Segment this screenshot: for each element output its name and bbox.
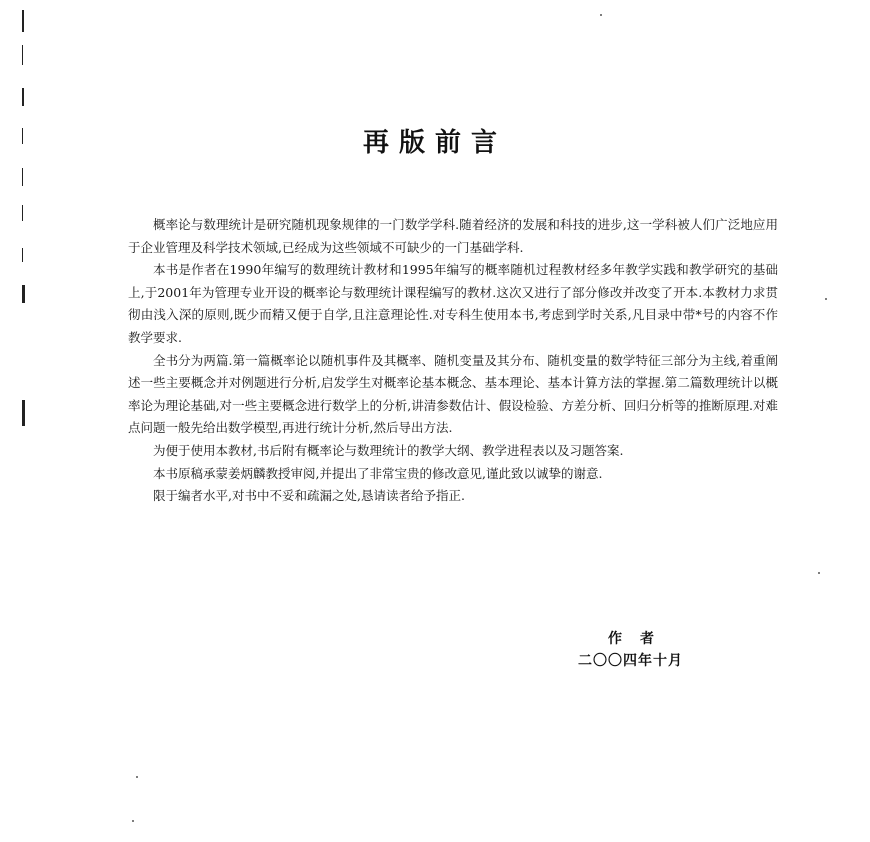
- scan-speck: [136, 776, 138, 778]
- binding-mark: [22, 248, 23, 262]
- paragraph: 全书分为两篇.第一篇概率论以随机事件及其概率、随机变量及其分布、随机变量的数学特征三部分为主线,着重阐述一些主要概念并对例题进行分析,启发学生对概率论基本概念、基本理论、基本计算方法的掌握.第二篇数理统计以概率论为理论基础,对一些主要概念进行数学上的分析,讲清参数估计、假设检验、方差分析、回归分析等的推断原理.对难点问题一般先给出数学模型,再进行统计分析,然后导出方法.: [128, 352, 778, 436]
- paragraph: 本书是作者在1990年编写的数理统计教材和1995年编写的概率随机过程教材经多年教学实践和教学研究的基础上,于2001年为管理专业开设的概率论与数理统计课程编写的教材.这次又进行了部分修改并改变了开本.本教材力求贯彻由浅入深的原则,既少而精又便于自学,且注意理论性.对专科生使用本书,考虑到学时关系,凡目录中带*号的内容不作教学要求.: [128, 262, 778, 345]
- paragraph: 限于编者水平,对书中不妥和疏漏之处,恳请读者给予指正.: [153, 488, 465, 504]
- binding-mark: [22, 10, 24, 32]
- binding-mark: [22, 168, 23, 186]
- paragraph: 为便于使用本教材,书后附有概率论与数理统计的教学大纲、教学进程表以及习题答案.: [153, 442, 624, 458]
- binding-mark: [22, 400, 25, 426]
- paragraph: 本书原稿承蒙姜炳麟教授审阅,并提出了非常宝贵的修改意见,谨此致以诚挚的谢意.: [153, 465, 603, 481]
- signature-date: 二〇〇四年十月: [578, 653, 683, 669]
- paragraph: 概率论与数理统计是研究随机现象规律的一门数学学科.随着经济的发展和科技的进步,这一学科被人们广泛地应用于企业管理及科学技术领域,已经成为这些领域不可缺少的一门基础学科.: [128, 217, 778, 255]
- binding-mark: [22, 45, 23, 65]
- binding-mark: [22, 285, 25, 303]
- signature-block: [560, 628, 760, 672]
- binding-mark: [22, 205, 23, 221]
- scan-speck: [132, 820, 134, 822]
- binding-mark: [22, 88, 24, 106]
- scan-speck: [818, 572, 820, 574]
- scan-speck: [600, 14, 602, 16]
- preface-body: [128, 214, 778, 508]
- scan-speck: [825, 298, 827, 300]
- signature-author: 作者: [608, 631, 672, 647]
- page-title: 再版前言: [362, 128, 507, 158]
